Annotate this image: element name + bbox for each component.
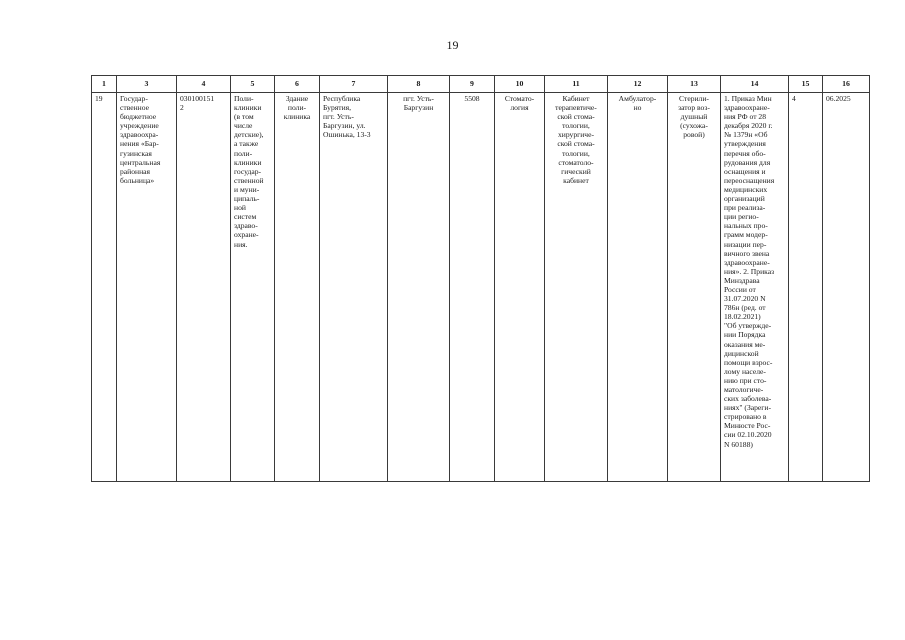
cell-date: 06.2025 <box>823 93 870 482</box>
column-header: 5 <box>231 76 275 93</box>
column-header: 4 <box>177 76 231 93</box>
cell-equipment: Стерили- затор воз- душный (сухожа- ровой) <box>668 93 721 482</box>
column-header: 12 <box>608 76 668 93</box>
cell-building: Здание поли- клиника <box>275 93 320 482</box>
column-header: 8 <box>388 76 450 93</box>
cell-code: 030100151 2 <box>177 93 231 482</box>
page-number: 19 <box>446 38 459 52</box>
cell-cabinet: Кабинет терапевтиче- ской стома- тологии, хирургиче- ской стома- тологии, стоматоло- гический кабинет <box>545 93 608 482</box>
cell-organization: Государ- ственное бюджетное учреждение здравоохра- нения «Бар- гузинская центральная районная больница» <box>117 93 177 482</box>
cell-number: 5508 <box>450 93 495 482</box>
cell-facility-type: Поли- клиники (в том числе детские), а также поли- клиники государ- ственной и муни- ципаль- ной систем здраво- охране- ния. <box>231 93 275 482</box>
column-header: 13 <box>668 76 721 93</box>
cell-quantity: 4 <box>789 93 823 482</box>
column-header: 14 <box>721 76 789 93</box>
column-header: 11 <box>545 76 608 93</box>
cell-row-number: 19 <box>92 93 117 482</box>
column-header: 7 <box>320 76 388 93</box>
column-header: 16 <box>823 76 870 93</box>
header-row <box>92 76 870 93</box>
column-header: 10 <box>495 76 545 93</box>
column-header: 6 <box>275 76 320 93</box>
column-header: 9 <box>450 76 495 93</box>
cell-settlement: пгт. Усть- Баргузин <box>388 93 450 482</box>
cell-address: Республика Бурятия, пгт. Усть- Баргузин, ул. Ошинька, 13-3 <box>320 93 388 482</box>
cell-specialty: Стомато- логия <box>495 93 545 482</box>
column-header: 3 <box>117 76 177 93</box>
cell-regulation: 1. Приказ Мин здравоохране- ния РФ от 28 декабря 2020 г. № 1379н «Об утверждения перечня обо- рудования для оснащения и переоснащения медицинских организаций при реализа- ции регио- нальных про- грамм модер- низации пер- вичного звена здравоохране- ния». 2. Приказ Минздрава России от 31.07.2020 N 786н (ред. от 18.02.2021) "Об утвержде- нии Порядка оказания ме- дицинской помощи взрос- лому населе- нию при сто- матологиче- ских заболева- ниях" (Зареги- стрировано в Минюсте Рос- сии 02.10.2020 N 60188) <box>721 93 789 482</box>
table-row <box>92 93 870 482</box>
column-header: 1 <box>92 76 117 93</box>
cell-care-type: Амбулатор- но <box>608 93 668 482</box>
column-header: 15 <box>789 76 823 93</box>
equipment-table <box>91 75 870 482</box>
